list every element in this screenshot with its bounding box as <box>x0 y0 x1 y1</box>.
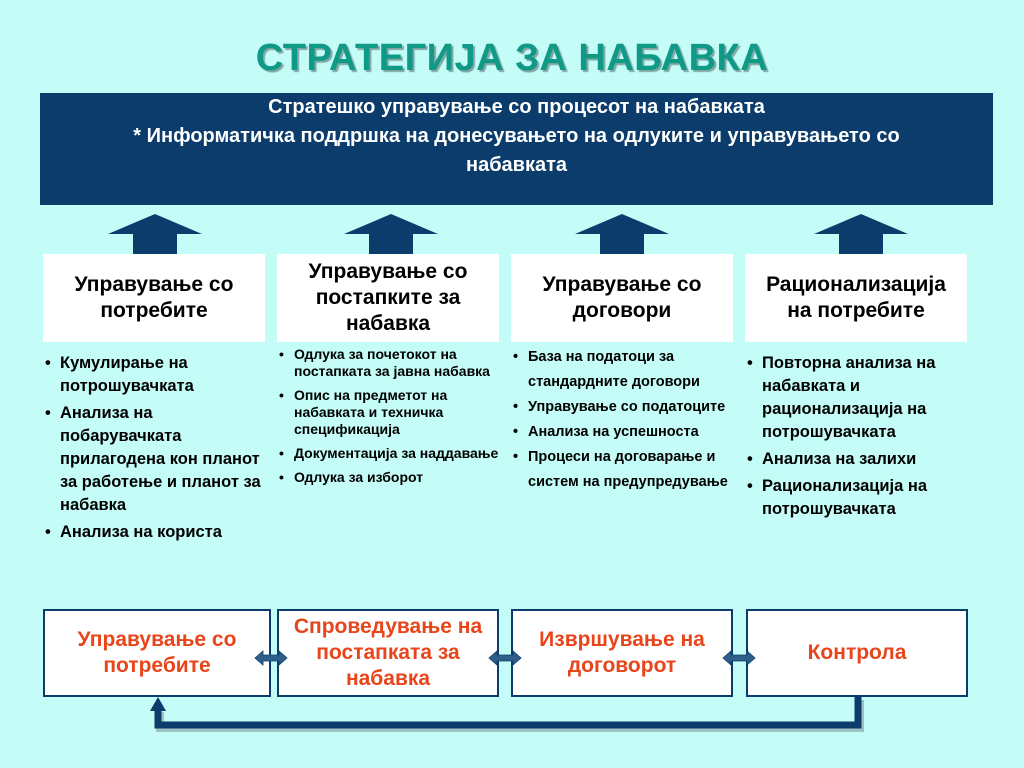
process-step-needs <box>43 609 271 697</box>
strategy-banner <box>40 93 993 205</box>
double-arrow-icon <box>488 649 522 667</box>
column-heading-label: Рационализација на потребите <box>766 273 946 322</box>
list-item: • Кумулирање на потрошувачката <box>44 352 270 398</box>
needs-list <box>44 352 270 548</box>
banner-line-1: Стратешко управување со процесот на набавката <box>268 96 765 118</box>
column-heading-needs <box>43 254 265 342</box>
up-arrow-icon <box>574 213 670 255</box>
list-item: • Одлука за почетокот на постапката за јавна набавка <box>278 346 504 380</box>
list-item: • Повторна анализа на набавката и рационализација на потрошувачката <box>746 352 972 444</box>
list-item: • Рационализација на потрошувачката <box>746 475 972 521</box>
list-item: • Процеси на договарање и систем на предупредување <box>512 445 746 495</box>
up-arrow-icon <box>107 213 203 255</box>
list-item: • База на податоци за стандардните договори <box>512 345 746 395</box>
list-item: • Анализа на залихи <box>746 448 972 471</box>
loop-arrow-icon <box>140 695 865 735</box>
column-heading-contracts <box>511 254 733 342</box>
list-item: • Анализа на побарувачката прилагодена кон планот за работење и планот за набавка <box>44 402 270 517</box>
process-step-label: Спроведување на постапката за набавка <box>293 615 483 690</box>
column-heading-procedures <box>277 254 499 342</box>
list-item: • Документација за наддавање <box>278 445 504 462</box>
process-step-label: Извршување на договорот <box>539 628 705 677</box>
up-arrow-icon <box>343 213 439 255</box>
procedures-list <box>278 346 504 493</box>
column-heading-rationalization <box>745 254 967 342</box>
process-step-control <box>746 609 968 697</box>
list-item: • Опис на предметот на набавката и техничка спецификација <box>278 387 504 438</box>
list-item: • Одлука за изборот <box>278 469 504 486</box>
process-step-label: Контрола <box>807 641 907 664</box>
contracts-list <box>512 345 746 495</box>
column-heading-label: Управување со постапките за набавка <box>308 260 468 335</box>
process-step-execution <box>511 609 733 697</box>
column-heading-label: Управување со договори <box>542 273 702 322</box>
process-step-label: Управување со потребите <box>77 628 237 677</box>
list-item: • Анализа на користа <box>44 521 270 544</box>
list-item: • Управување со податоците <box>512 395 746 420</box>
banner-line-3: набавката <box>465 154 568 176</box>
list-item: • Анализа на успешноста <box>512 420 746 445</box>
double-arrow-icon <box>254 649 288 667</box>
up-arrow-icon <box>813 213 909 255</box>
double-arrow-icon <box>722 649 756 667</box>
banner-line-2: * Информатичка поддршка на донесувањето на одлуките и управувањето со <box>133 125 900 147</box>
rationalization-list <box>746 352 972 525</box>
column-heading-label: Управување со потребите <box>74 273 234 322</box>
page-title: СТРАТЕГИЈА ЗА НАБАВКА <box>255 37 769 79</box>
process-step-procedure <box>277 609 499 697</box>
